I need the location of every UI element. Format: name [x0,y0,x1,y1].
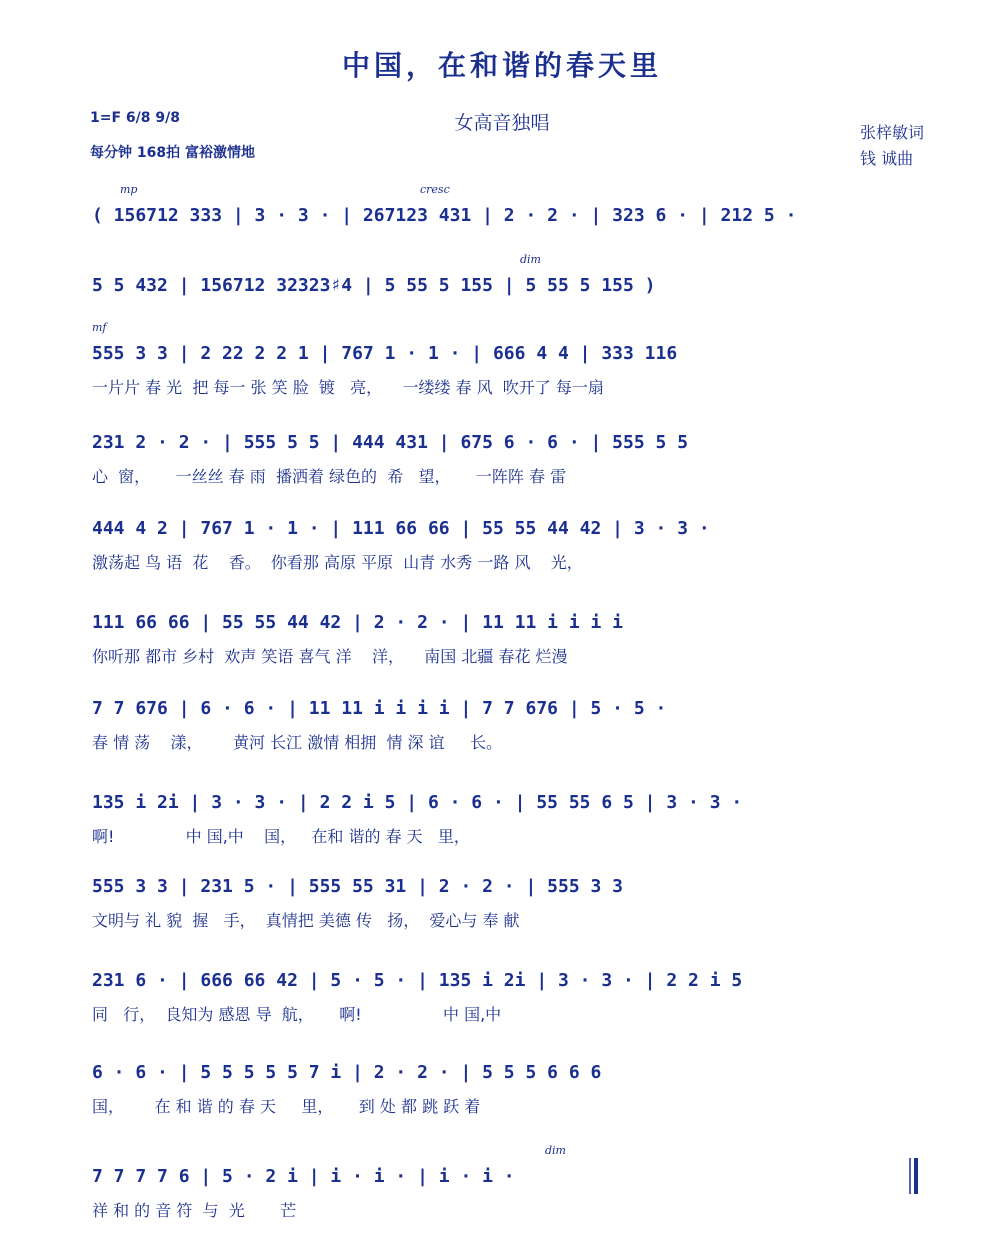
notation-line: 231 6 · | 666 66 42 | 5 · 5 · | 135 i 2i | 3 · 3 · | 2 2 i 5 [92,970,743,991]
notation-line: 7 7 7 7 6 | 5 · 2 i | i · i · | i · i · [92,1166,515,1187]
score-row [0,321,1004,433]
notation-line: 444 4 2 | 767 1 · 1 · | 111 66 66 | 55 55 44 42 | 3 · 3 · [92,518,710,539]
lyrics-line: 啊! 中 国,中 国， 在和 谐的 春 天 里， [92,827,470,846]
lyrics-line: 同 行， 良知为 感恩 导 航， 啊! 中 国,中 [92,1005,502,1024]
score-row [0,1144,1004,1256]
score-row [0,792,1004,882]
score-row [0,432,1004,522]
lyrics-line: 一片片 春 光 把 每一 张 笑 脸 镀 亮， 一缕缕 春 风 吹开了 每一扇 [92,378,604,397]
lyrics-line: 心 窗， 一丝丝 春 雨 播洒着 绿色的 希 望， 一阵阵 春 雷 [92,467,567,486]
dynamic-mark: cresc [420,183,450,196]
score-row [0,970,1004,1060]
composer-credit: 钱 诚曲 [860,149,914,168]
tempo-marking: 每分钟 168拍 富裕激情地 [90,145,255,161]
notation-line: 111 66 66 | 55 55 44 42 | 2 · 2 · | 11 11 i i i i [92,612,624,633]
dynamic-mark: mf [92,321,107,334]
notation-line: 555 3 3 | 231 5 · | 555 55 31 | 2 · 2 · | 555 3 3 [92,876,624,897]
lyricist-credit: 张梓敏词 [860,123,925,142]
notation-line: 5 5 432 | 156712 32323♯4 | 5 55 5 155 | 5 55 5 155 ) [92,275,656,296]
lyrics-line: 激荡起 鸟 语 花 香。 你看那 高原 平原 山青 水秀 一路 风 光， [92,553,583,572]
score-row [0,518,1004,608]
key-signature: 1=F 6/8 9/8 [90,110,180,126]
notation-line: 555 3 3 | 2 22 2 2 1 | 767 1 · 1 · | 666 4 4 | 333 116 [92,343,678,364]
lyrics-line: 国， 在 和 谐 的 春 天 里， 到 处 都 跳 跃 着 [92,1097,481,1116]
dynamic-mark: dim [545,1144,566,1157]
lyrics-line: 你听那 都市 乡村 欢声 笑语 喜气 洋 洋， 南国 北疆 春花 烂漫 [92,647,568,666]
notation-line: 7 7 676 | 6 · 6 · | 11 11 i i i i | 7 7 676 | 5 · 5 · [92,698,667,719]
notation-line: 135 i 2i | 3 · 3 · | 2 2 i 5 | 6 · 6 · | 55 55 6 5 | 3 · 3 · [92,792,743,813]
dynamic-mark: dim [520,253,541,266]
lyrics-line: 祥 和 的 音 符 与 光 芒 [92,1201,297,1220]
score-row [0,1062,1004,1152]
score-row [0,876,1004,966]
score-row [0,612,1004,702]
lyrics-line: 春 情 荡 漾， 黄河 长江 激情 相拥 情 深 谊 长。 [92,733,503,752]
song-title: 中国，在和谐的春天里 [341,49,662,82]
dynamic-mark: mp [120,183,138,196]
final-barline [908,1158,920,1194]
notation-line: ( 156712 333 | 3 · 3 · | 267123 431 | 2 · 2 · | 323 6 · | 212 5 · [92,205,797,226]
performance-type: 女高音独唱 [454,112,550,134]
lyrics-line: 文明与 礼 貌 握 手， 真情把 美德 传 扬， 爱心与 奉 献 [92,911,520,930]
notation-line: 231 2 · 2 · | 555 5 5 | 444 431 | 675 6 · 6 · | 555 5 5 [92,432,689,453]
notation-line: 6 · 6 · | 5 5 5 5 5 7 i | 2 · 2 · | 5 5 5 6 6 6 [92,1062,602,1083]
score-row [0,698,1004,788]
